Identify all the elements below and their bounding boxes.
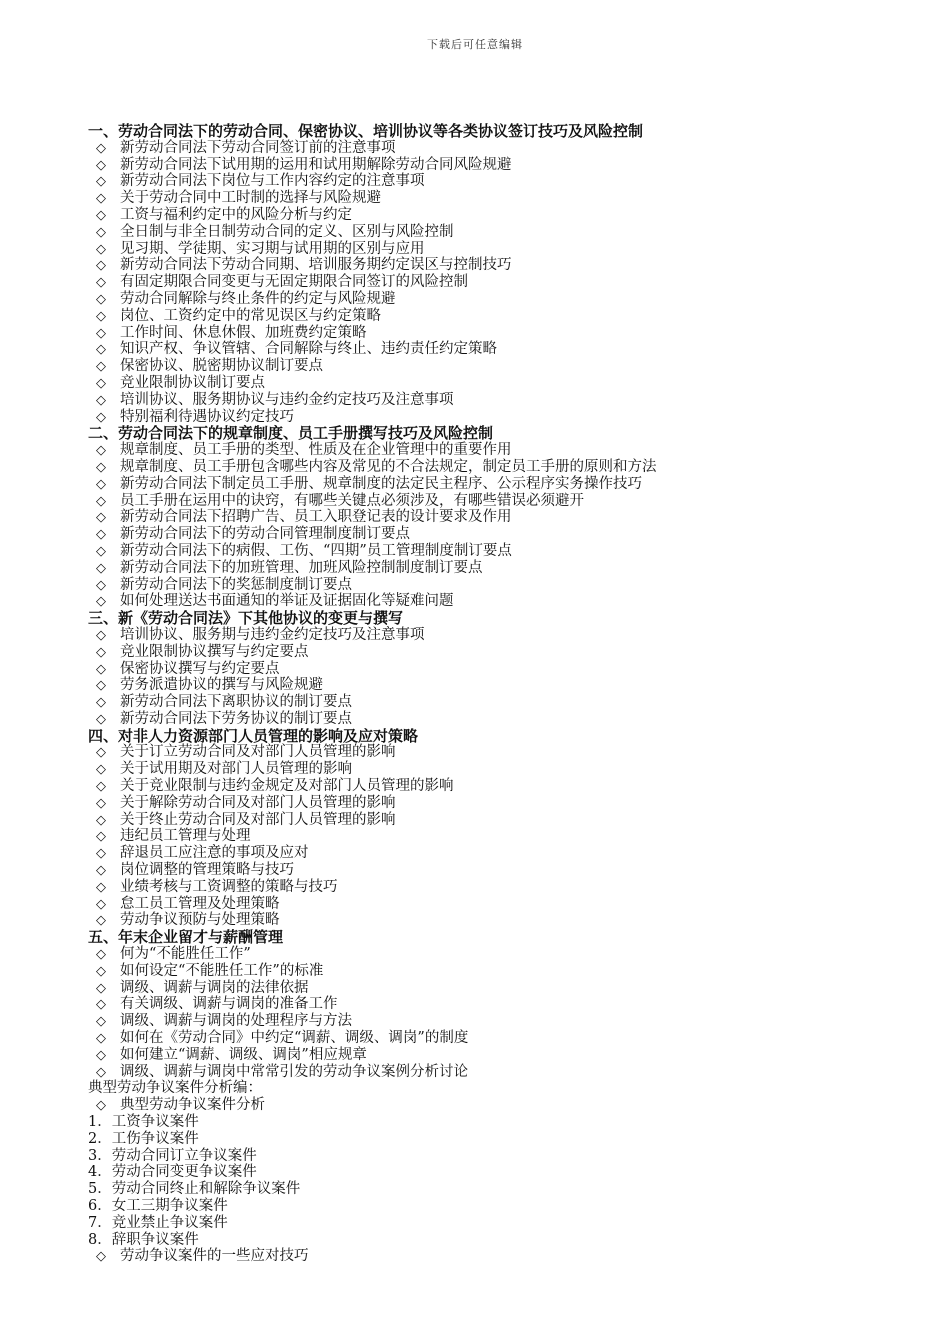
document-body — [88, 123, 928, 1265]
bullet-item — [88, 761, 928, 778]
bullet-item-text: 如何在《劳动合同》中约定“调薪、调级、调岗”的制度 — [120, 1030, 469, 1047]
bullet-item — [88, 996, 928, 1013]
diamond-bullet-icon: ◇ — [96, 527, 106, 543]
bullet-item — [88, 341, 928, 358]
bullet-item — [88, 1097, 928, 1114]
bullet-item-text: 劳务派遣协议的撰写与风险规避 — [120, 677, 323, 694]
bullet-item-text: 关于解除劳动合同及对部门人员管理的影响 — [120, 794, 396, 811]
diamond-bullet-icon: ◇ — [96, 275, 106, 291]
bullet-item-text: 如何处理送达书面通知的举证及证据固化等疑难问题 — [120, 593, 454, 610]
bullet-item-text: 竞业限制协议制订要点 — [120, 374, 265, 391]
bullet-item — [88, 173, 928, 190]
diamond-bullet-icon: ◇ — [96, 1047, 106, 1063]
bullet-item — [88, 862, 928, 879]
bullet-item-text: 见习期、学徒期、实习期与试用期的区别与应用 — [120, 240, 425, 257]
bullet-item-text: 关于订立劳动合同及对部门人员管理的影响 — [120, 744, 396, 761]
diamond-bullet-icon: ◇ — [96, 913, 106, 929]
diamond-bullet-icon: ◇ — [96, 947, 106, 963]
bullet-item — [88, 409, 928, 426]
diamond-bullet-icon: ◇ — [96, 795, 106, 811]
bullet-item-text: 典型劳动争议案件分析 — [120, 1097, 265, 1114]
bullet-item-text: 调级、调薪与调岗中常常引发的劳动争议案例分析讨论 — [120, 1063, 468, 1080]
bullet-item — [88, 157, 928, 174]
bullet-item-text: 特别福利待遇协议约定技巧 — [120, 408, 294, 425]
bullet-item-text: 关于劳动合同中工时制的选择与风险规避 — [120, 190, 381, 207]
diamond-bullet-icon: ◇ — [96, 577, 106, 593]
bullet-item-text: 新劳动合同法下岗位与工作内容约定的注意事项 — [120, 173, 425, 190]
bullet-item-text: 新劳动合同法下试用期的运用和试用期解除劳动合同风险规避 — [120, 156, 512, 173]
bullet-item-text: 规章制度、员工手册包含哪些内容及常见的不合法规定，制定员工手册的原则和方法 — [120, 458, 657, 475]
diamond-bullet-icon: ◇ — [96, 140, 106, 156]
bullet-item-text: 劳动争议预防与处理策略 — [120, 912, 280, 929]
section-heading: 一、劳动合同法下的劳动合同、保密协议、培训协议等各类协议签订技巧及风险控制 — [88, 122, 644, 140]
section-heading: 四、对非人力资源部门人员管理的影响及应对策略 — [88, 726, 419, 745]
diamond-bullet-icon: ◇ — [96, 191, 106, 207]
bullet-item — [88, 812, 928, 829]
bullet-item-text: 劳动争议案件的一些应对技巧 — [120, 1248, 309, 1265]
diamond-bullet-icon: ◇ — [96, 157, 106, 173]
text-line: 6．女工三期争议案件 — [88, 1198, 228, 1214]
bullet-item-text: 新劳动合同法下的奖惩制度制订要点 — [120, 576, 352, 593]
diamond-bullet-icon: ◇ — [96, 1098, 106, 1114]
bullet-item — [88, 375, 928, 392]
diamond-bullet-icon: ◇ — [96, 510, 106, 526]
bullet-item — [88, 1047, 928, 1064]
diamond-bullet-icon: ◇ — [96, 476, 106, 492]
text-line: 8．辞职争议案件 — [88, 1231, 199, 1248]
diamond-bullet-icon: ◇ — [96, 342, 106, 358]
bullet-item-text: 新劳动合同法下劳动合同签订前的注意事项 — [120, 139, 396, 156]
diamond-bullet-icon: ◇ — [96, 661, 106, 677]
bullet-item-text: 辞退员工应注意的事项及应对 — [120, 845, 309, 862]
bullet-item — [88, 241, 928, 258]
text-line: 3．劳动合同订立争议案件 — [88, 1147, 257, 1164]
section-heading: 三、新《劳动合同法》下其他协议的变更与撰写 — [88, 609, 404, 628]
text-line: 5．劳动合同终止和解除争议案件 — [88, 1181, 301, 1198]
text-line: 4．劳动合同变更争议案件 — [88, 1164, 257, 1181]
bullet-item-text: 何为“不能胜任工作” — [120, 946, 251, 963]
diamond-bullet-icon: ◇ — [96, 594, 106, 610]
text-line: 2．工伤争议案件 — [88, 1130, 199, 1147]
bullet-item-text: 调级、调薪与调岗的法律依据 — [120, 979, 309, 996]
bullet-item — [88, 744, 928, 761]
diamond-bullet-icon: ◇ — [96, 762, 106, 778]
text-line: 典型劳动争议案件分析编： — [88, 1080, 262, 1097]
bullet-item — [88, 694, 928, 711]
bullet-item-text: 如何建立“调薪、调级、调岗”相应规章 — [120, 1046, 367, 1063]
diamond-bullet-icon: ◇ — [96, 258, 106, 274]
diamond-bullet-icon: ◇ — [96, 678, 106, 694]
diamond-bullet-icon: ◇ — [96, 241, 106, 257]
bullet-item — [88, 1030, 928, 1047]
diamond-bullet-icon: ◇ — [96, 308, 106, 324]
bullet-item — [88, 543, 928, 560]
bullet-item — [88, 845, 928, 862]
bullet-item-text: 关于终止劳动合同及对部门人员管理的影响 — [120, 811, 396, 828]
bullet-item — [88, 963, 928, 980]
bullet-item-text: 竞业限制协议撰写与约定要点 — [120, 643, 309, 660]
bullet-item-text: 规章制度、员工手册的类型、性质及在企业管理中的重要作用 — [120, 442, 512, 459]
diamond-bullet-icon: ◇ — [96, 812, 106, 828]
bullet-item — [88, 274, 928, 291]
diamond-bullet-icon: ◇ — [96, 1014, 106, 1030]
diamond-bullet-icon: ◇ — [96, 879, 106, 895]
text-line: 1．工资争议案件 — [88, 1114, 199, 1131]
bullet-item — [88, 828, 928, 845]
bullet-item-text: 违纪员工管理与处理 — [120, 828, 251, 845]
diamond-bullet-icon: ◇ — [96, 443, 106, 459]
diamond-bullet-icon: ◇ — [96, 980, 106, 996]
diamond-bullet-icon: ◇ — [96, 846, 106, 862]
diamond-bullet-icon: ◇ — [96, 1249, 106, 1265]
diamond-bullet-icon: ◇ — [96, 863, 106, 879]
bullet-item-text: 新劳动合同法下离职协议的制订要点 — [120, 694, 352, 711]
bullet-item-text: 关于试用期及对部门人员管理的影响 — [120, 761, 352, 778]
bullet-item-text: 新劳动合同法下的加班管理、加班风险控制制度制订要点 — [120, 559, 483, 576]
bullet-item — [88, 711, 928, 728]
diamond-bullet-icon: ◇ — [96, 1064, 106, 1080]
diamond-bullet-icon: ◇ — [96, 459, 106, 475]
bullet-item-text: 新劳动合同法下劳务协议的制订要点 — [120, 710, 352, 727]
bullet-item-text: 关于竞业限制与违约金规定及对部门人员管理的影响 — [120, 778, 454, 795]
diamond-bullet-icon: ◇ — [96, 644, 106, 660]
section-heading: 五、年末企业留才与薪酬管理 — [88, 928, 284, 947]
bullet-item-text: 新劳动合同法下劳动合同期、培训服务期约定误区与控制技巧 — [120, 257, 512, 274]
bullet-item-text: 业绩考核与工资调整的策略与技巧 — [120, 878, 338, 895]
bullet-item-text: 培训协议、服务期与违约金约定技巧及注意事项 — [120, 626, 425, 643]
diamond-bullet-icon: ◇ — [96, 1031, 106, 1047]
diamond-bullet-icon: ◇ — [96, 560, 106, 576]
bullet-item-text: 保密协议、脱密期协议制订要点 — [120, 358, 323, 375]
bullet-item — [88, 912, 928, 929]
page-header: 下载后可任意编辑 — [427, 38, 523, 51]
bullet-item — [88, 526, 928, 543]
text-line: 7．竞业禁止争议案件 — [88, 1214, 228, 1231]
bullet-item — [88, 593, 928, 610]
bullet-item — [88, 493, 928, 510]
bullet-item-text: 怠工员工管理及处理策略 — [120, 895, 280, 912]
bullet-item-text: 新劳动合同法下的劳动合同管理制度制订要点 — [120, 526, 410, 543]
diamond-bullet-icon: ◇ — [96, 392, 106, 408]
bullet-item — [88, 291, 928, 308]
diamond-bullet-icon: ◇ — [96, 493, 106, 509]
bullet-item — [88, 1064, 928, 1081]
bullet-item — [88, 358, 928, 375]
bullet-item — [88, 795, 928, 812]
bullet-item-text: 有关调级、调薪与调岗的准备工作 — [120, 996, 338, 1013]
diamond-bullet-icon: ◇ — [96, 375, 106, 391]
diamond-bullet-icon: ◇ — [96, 291, 106, 307]
bullet-item-text: 岗位调整的管理策略与技巧 — [120, 862, 294, 879]
bullet-item — [88, 257, 928, 274]
bullet-item-text: 保密协议撰写与约定要点 — [120, 660, 280, 677]
bullet-item-text: 新劳动合同法下招聘广告、员工入职登记表的设计要求及作用 — [120, 509, 512, 526]
diamond-bullet-icon: ◇ — [96, 779, 106, 795]
bullet-item — [88, 661, 928, 678]
bullet-item — [88, 325, 928, 342]
diamond-bullet-icon: ◇ — [96, 711, 106, 727]
bullet-item — [88, 308, 928, 325]
bullet-item — [88, 560, 928, 577]
bullet-item-text: 岗位、工资约定中的常见误区与约定策略 — [120, 307, 381, 324]
bullet-item — [88, 627, 928, 644]
bullet-item-text: 培训协议、服务期协议与违约金约定技巧及注意事项 — [120, 391, 454, 408]
bullet-item — [88, 879, 928, 896]
bullet-item — [88, 1013, 928, 1030]
diamond-bullet-icon: ◇ — [96, 359, 106, 375]
bullet-item — [88, 577, 928, 594]
diamond-bullet-icon: ◇ — [96, 997, 106, 1013]
bullet-item-text: 有固定期限合同变更与无固定期限合同签订的风险控制 — [120, 274, 468, 291]
bullet-item — [88, 140, 928, 157]
bullet-item — [88, 476, 928, 493]
diamond-bullet-icon: ◇ — [96, 829, 106, 845]
diamond-bullet-icon: ◇ — [96, 963, 106, 979]
diamond-bullet-icon: ◇ — [96, 896, 106, 912]
diamond-bullet-icon: ◇ — [96, 627, 106, 643]
bullet-item — [88, 980, 928, 997]
bullet-item — [88, 896, 928, 913]
bullet-item — [88, 509, 928, 526]
diamond-bullet-icon: ◇ — [96, 695, 106, 711]
diamond-bullet-icon: ◇ — [96, 409, 106, 425]
bullet-item-text: 工资与福利约定中的风险分析与约定 — [120, 206, 352, 223]
bullet-item — [88, 392, 928, 409]
bullet-item — [88, 1248, 928, 1265]
bullet-item-text: 员工手册在运用中的诀窍，有哪些关键点必须涉及，有哪些错误必须避开 — [120, 492, 584, 509]
bullet-item-text: 调级、调薪与调岗的处理程序与方法 — [120, 1013, 352, 1030]
diamond-bullet-icon: ◇ — [96, 174, 106, 190]
bullet-item — [88, 442, 928, 459]
bullet-item-text: 工作时间、休息休假、加班费约定策略 — [120, 324, 367, 341]
bullet-item-text: 劳动合同解除与终止条件的约定与风险规避 — [120, 290, 396, 307]
bullet-item — [88, 644, 928, 661]
bullet-item — [88, 207, 928, 224]
bullet-item — [88, 459, 928, 476]
bullet-item — [88, 778, 928, 795]
bullet-item-text: 全日制与非全日制劳动合同的定义、区别与风险控制 — [120, 223, 454, 240]
bullet-item — [88, 946, 928, 963]
section-heading: 二、劳动合同法下的规章制度、员工手册撰写技巧及风险控制 — [88, 424, 494, 443]
bullet-item-text: 如何设定“不能胜任工作”的标准 — [120, 962, 324, 979]
bullet-item-text: 知识产权、争议管辖、合同解除与终止、违约责任约定策略 — [120, 341, 497, 358]
bullet-item-text: 新劳动合同法下制定员工手册、规章制度的法定民主程序、公示程序实务操作技巧 — [120, 475, 642, 492]
diamond-bullet-icon: ◇ — [96, 325, 106, 341]
bullet-item — [88, 677, 928, 694]
bullet-item — [88, 190, 928, 207]
bullet-item-text: 新劳动合同法下的病假、工伤、“四期”员工管理制度制订要点 — [120, 542, 512, 559]
diamond-bullet-icon: ◇ — [96, 745, 106, 761]
diamond-bullet-icon: ◇ — [96, 543, 106, 559]
bullet-item — [88, 224, 928, 241]
diamond-bullet-icon: ◇ — [96, 207, 106, 223]
diamond-bullet-icon: ◇ — [96, 224, 106, 240]
